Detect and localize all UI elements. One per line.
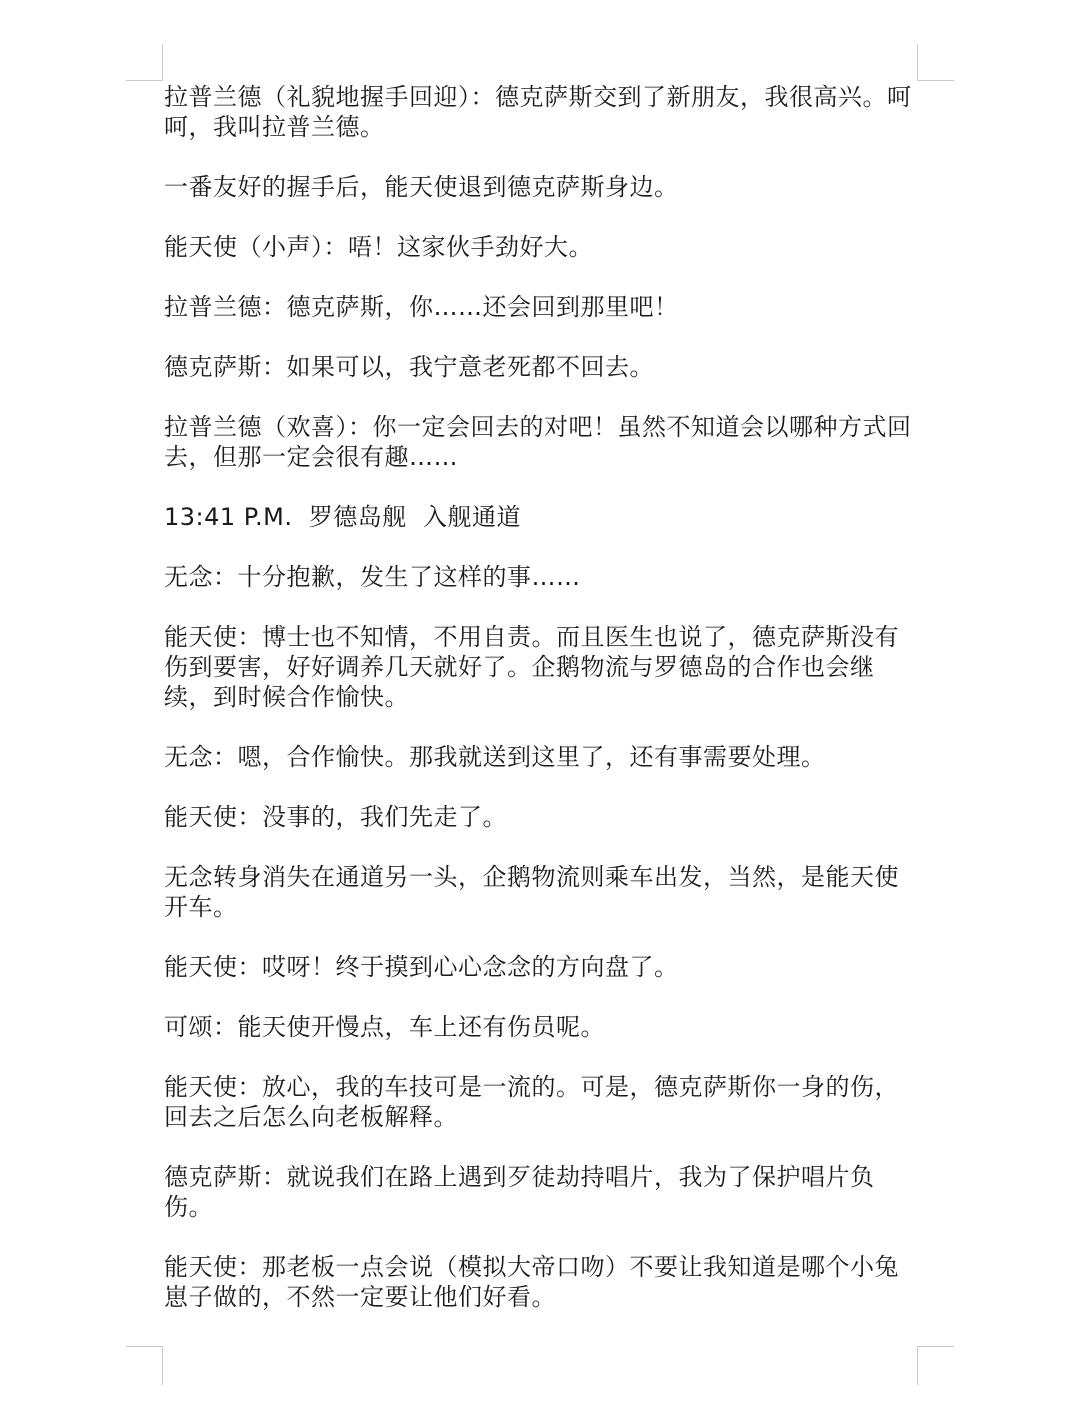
paragraph: 能天使：放心，我的车技可是一流的。可是，德克萨斯你一身的伤，回去之后怎么向老板解释。 xyxy=(164,1073,899,1131)
paragraph: 拉普兰德（礼貌地握手回迎）：德克萨斯交到了新朋友，我很高兴。呵呵，我叫拉普兰德。 xyxy=(164,83,912,141)
paragraph: 无念转身消失在通道另一头，企鹅物流则乘车出发，当然，是能天使开车。 xyxy=(164,863,899,921)
paragraph: 拉普兰德：德克萨斯，你……还会回到那里吧！ xyxy=(164,293,679,321)
paragraph: 能天使：哎呀！终于摸到心心念念的方向盘了。 xyxy=(164,953,679,981)
paragraph: 能天使：那老板一点会说（模拟大帝口吻）不要让我知道是哪个小兔崽子做的，不然一定要让他们好看。 xyxy=(164,1253,899,1311)
scene-heading: 13:41 P.M. 罗德岛舰 入舰通道 xyxy=(164,503,522,531)
paragraph: 德克萨斯：就说我们在路上遇到歹徒劫持唱片，我为了保护唱片负伤。 xyxy=(164,1163,875,1221)
paragraph: 无念：嗯，合作愉快。那我就送到这里了，还有事需要处理。 xyxy=(164,743,826,771)
corner-mark-bottom-left xyxy=(126,1346,163,1385)
paragraph: 一番友好的握手后，能天使退到德克萨斯身边。 xyxy=(164,173,679,201)
paragraph: 无念：十分抱歉，发生了这样的事…… xyxy=(164,563,581,591)
corner-mark-top-right xyxy=(917,44,954,81)
paragraph: 拉普兰德（欢喜）：你一定会回去的对吧！虽然不知道会以哪种方式回去，但那一定会很有趣…… xyxy=(164,413,912,471)
paragraph: 能天使：博士也不知情，不用自责。而且医生也说了，德克萨斯没有伤到要害，好好调养几天就好了。企鹅物流与罗德岛的合作也会继续，到时候合作愉快。 xyxy=(164,623,899,711)
corner-mark-top-left xyxy=(126,44,163,81)
paragraph: 能天使：没事的，我们先走了。 xyxy=(164,803,507,831)
paragraph: 能天使（小声）：唔！这家伙手劲好大。 xyxy=(164,233,593,261)
corner-mark-bottom-right xyxy=(917,1346,954,1385)
paragraph: 德克萨斯：如果可以，我宁意老死都不回去。 xyxy=(164,353,654,381)
paragraph: 可颂：能天使开慢点，车上还有伤员呢。 xyxy=(164,1013,605,1041)
document-body xyxy=(164,82,920,1342)
